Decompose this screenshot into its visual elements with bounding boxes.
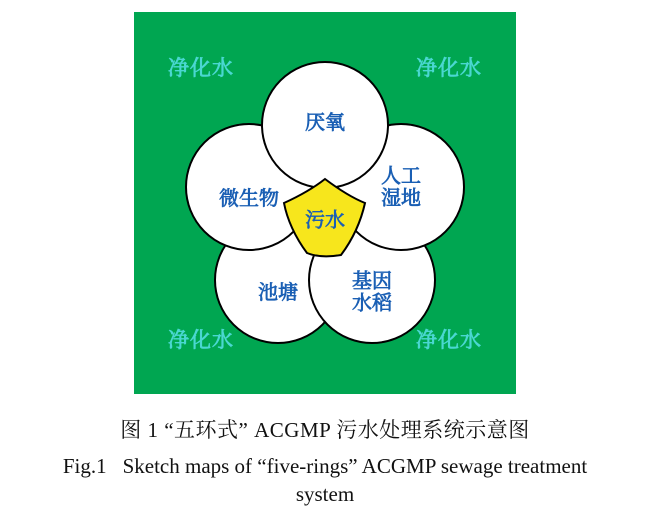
five-rings-diagram [134,12,516,394]
caption-chinese: 图 1 “五环式” ACGMP 污水处理系统示意图 [120,418,530,442]
ring-label-bottom-right-line2: 水稻 [352,291,392,315]
center-label: 污水 [305,207,345,232]
caption-english [0,452,650,509]
ring-label-left: 微生物 [219,185,279,210]
caption-english-line2: system [295,482,355,507]
corner-label-top-right: 净化水 [416,56,482,80]
ring-label-bottom-right [352,270,392,315]
corner-label-top-left: 净化水 [168,56,234,80]
ring-label-bottom-left: 池塘 [258,279,298,304]
caption-english-text1: Sketch maps of “five-rings” ACGMP sewage treatment [122,454,588,478]
ring-label-right-line2: 湿地 [381,186,421,210]
ring-label-top: 厌氧 [305,109,345,134]
figure-image [134,12,516,394]
ring-label-right-line1: 人工 [381,163,421,188]
corner-label-bottom-right: 净化水 [416,328,482,352]
caption-english-line1 [10,452,640,480]
ring-label-bottom-right-line1: 基因 [352,268,392,293]
caption-figure-tag: Fig.1 [62,454,107,478]
corner-label-bottom-left: 净化水 [168,328,234,352]
ring-label-right [381,165,421,210]
